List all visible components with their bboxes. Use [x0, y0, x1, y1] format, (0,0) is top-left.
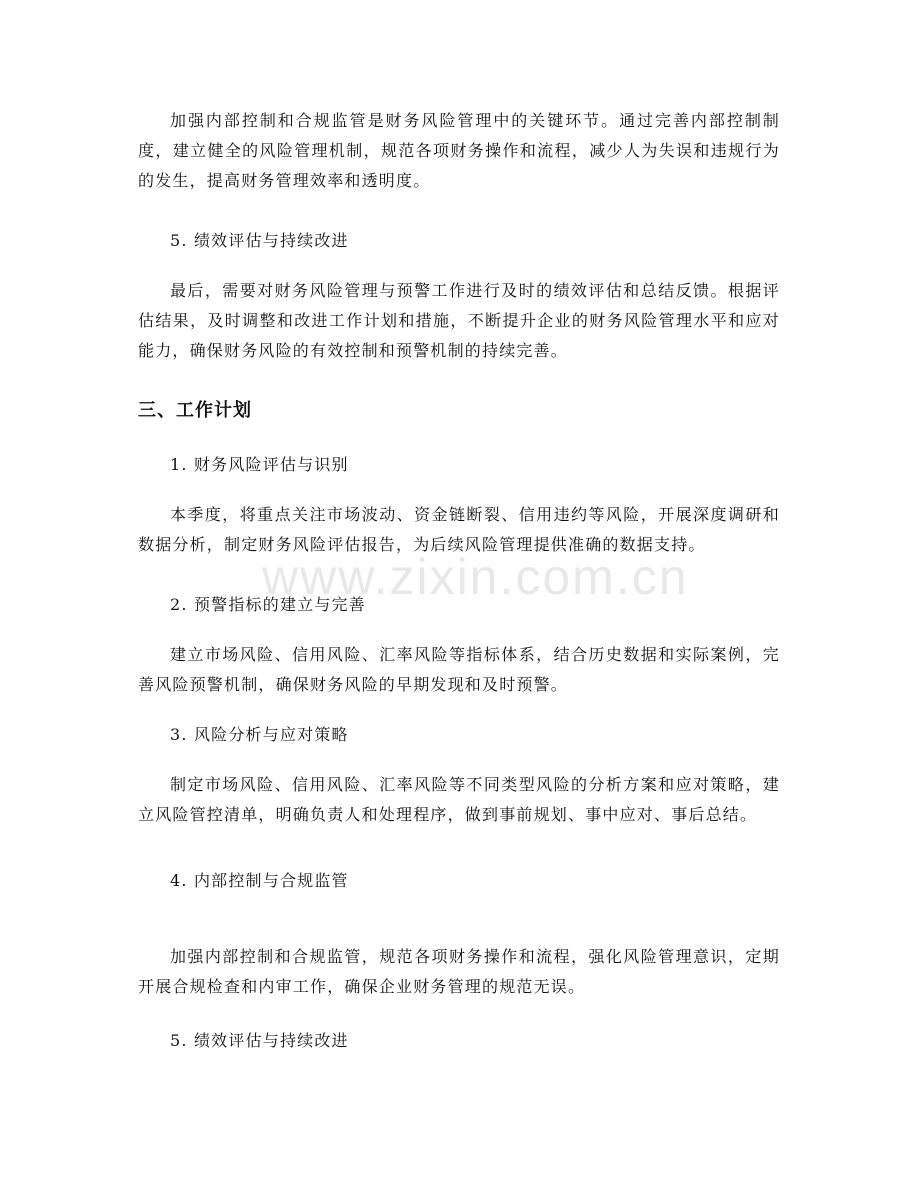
- plan-item-3-title: 3. 风险分析与应对策略: [170, 725, 349, 744]
- item-title-performance: 5. 绩效评估与持续改进: [170, 231, 349, 250]
- plan-item-4-text: 加强内部控制和合规监管，规范各项财务操作和流程，强化风险管理意识，定期开展合规检查和内审工作，确保企业财务管理的规范无误。: [138, 947, 780, 996]
- plan-item-5-title: 5. 绩效评估与持续改进: [170, 1031, 349, 1050]
- plan-item-3-text: 制定市场风险、信用风险、汇率风险等不同类型风险的分析方案和应对策略，建立风险管控清单，明确负责人和处理程序，做到事前规划、事中应对、事后总结。: [138, 775, 780, 824]
- section-heading-work-plan: 三、工作计划: [138, 400, 252, 421]
- plan-item-2-title: 2. 预警指标的建立与完善: [170, 595, 366, 614]
- plan-item-4-title: 4. 内部控制与合规监管: [170, 871, 349, 890]
- plan-item-1-title: 1. 财务风险评估与识别: [170, 455, 349, 474]
- paragraph-final: 最后，需要对财务风险管理与预警工作进行及时的绩效评估和总结反馈。根据评估结果，及时调整和改进工作计划和措施，不断提升企业的财务风险管理水平和应对能力，确保财务风险的有效控制和预警机制的持续完善。: [138, 281, 780, 360]
- paragraph-internal-control: 加强内部控制和合规监管是财务风险管理中的关键环节。通过完善内部控制制度，建立健全的风险管理机制，规范各项财务操作和流程，减少人为失误和违规行为的发生，提高财务管理效率和透明度。: [138, 111, 780, 190]
- plan-item-2-text: 建立市场风险、信用风险、汇率风险等指标体系，结合历史数据和实际案例，完善风险预警机制，确保财务风险的早期发现和及时预警。: [138, 645, 780, 694]
- plan-item-1-text: 本季度，将重点关注市场波动、资金链断裂、信用违约等风险，开展深度调研和数据分析，制定财务风险评估报告，为后续风险管理提供准确的数据支持。: [138, 505, 780, 554]
- watermark: www.zixin.com.cn: [262, 549, 689, 605]
